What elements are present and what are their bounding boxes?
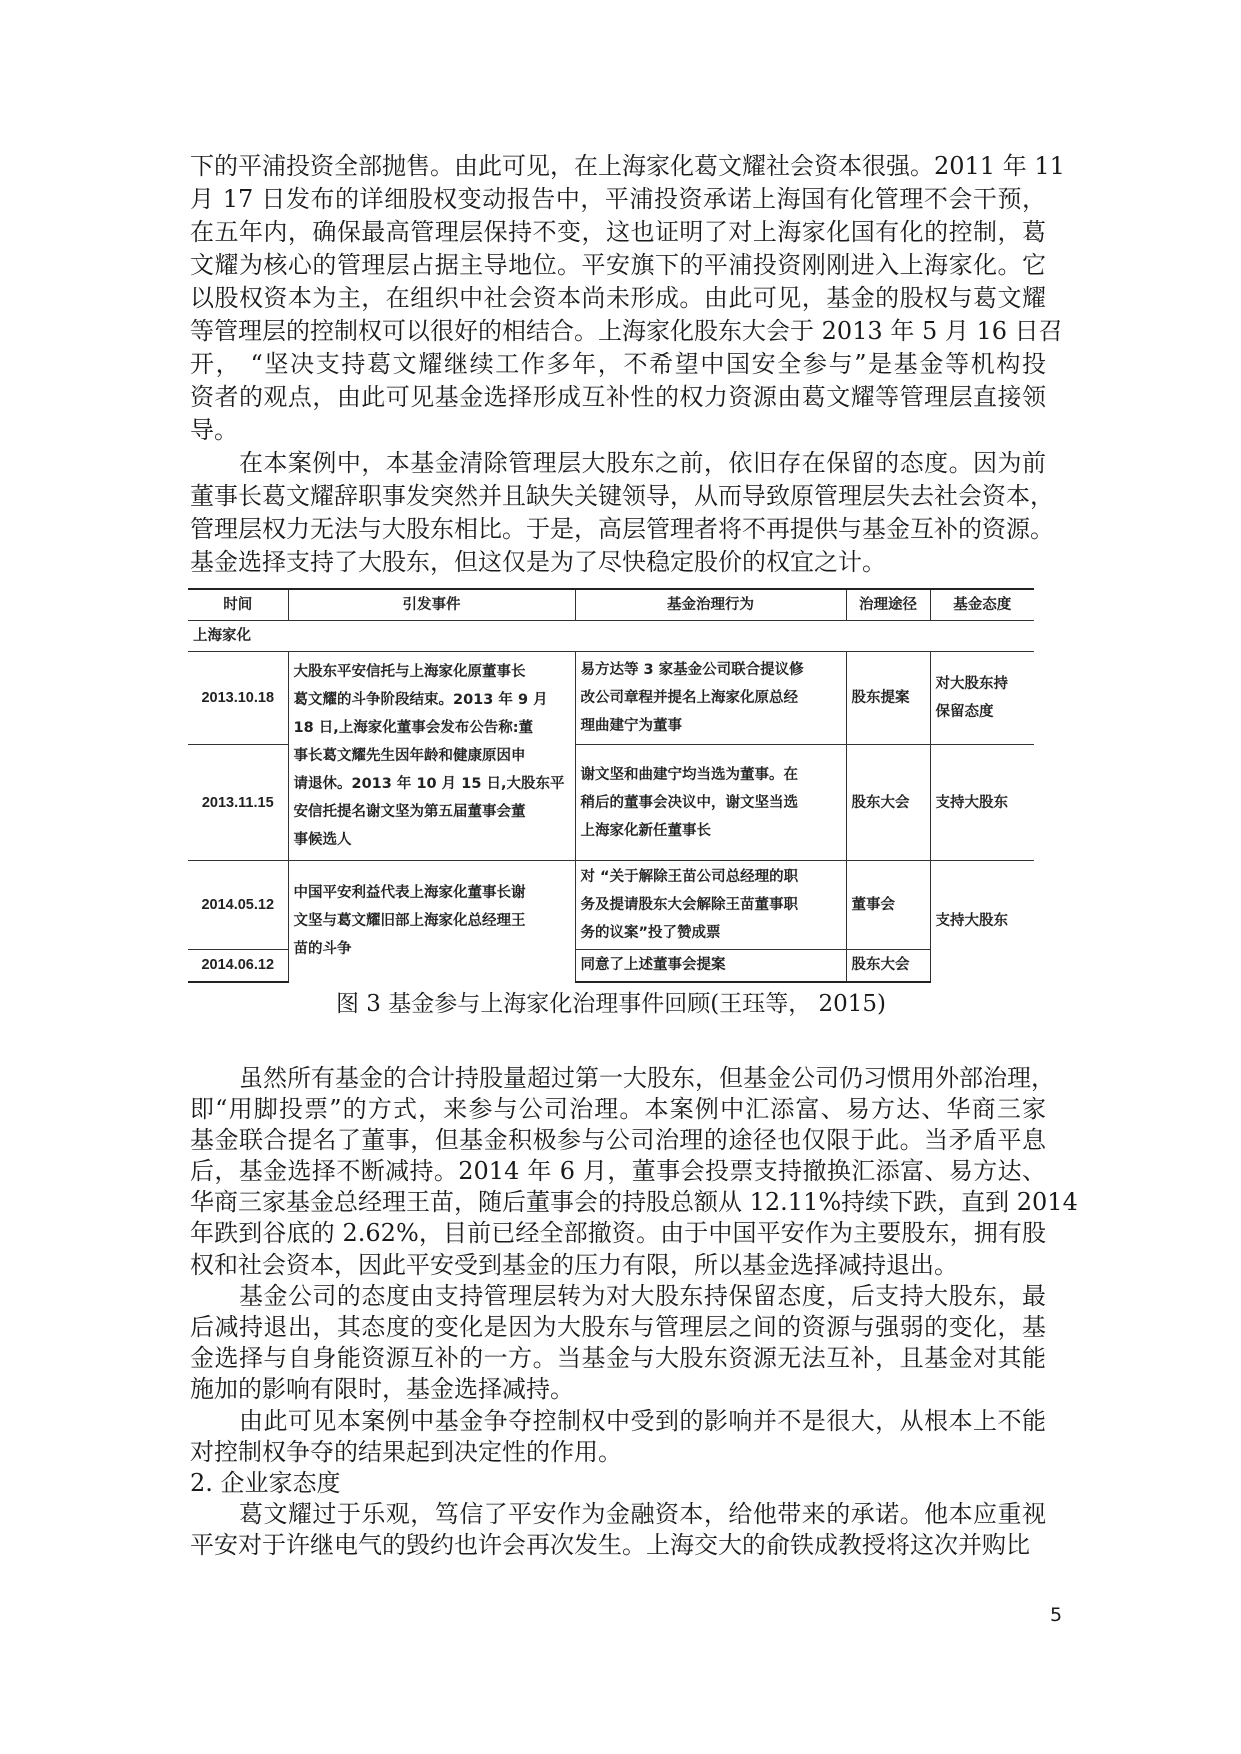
cell-line: 谢文坚和曲建宁均当选为董事。在 (580, 766, 798, 783)
text-line: 权和社会资本，因此平安受到基金的压力有限，所以基金选择减持退出。 (190, 1250, 958, 1279)
cell-line: 安信托提名谢文坚为第五届董事会董 (293, 804, 526, 820)
text-line: 平安对于许继电气的毁约也许会再次发生。上海交大的俞铁成教授将这次并购比 (190, 1531, 1030, 1560)
text-line: 下的平浦投资全部抛售。由此可见，在上海家化葛文耀社会资本很强。2011 年 11 (190, 152, 1065, 180)
cell-line: 理曲建宁为董事 (580, 718, 682, 734)
attitude-cell (930, 745, 1034, 861)
text-line: 董事长葛文耀辞职事发突然并且缺失关键领导，从而导致原管理层失去社会资本， (190, 482, 1054, 510)
event-cell (288, 652, 575, 861)
cell-line: 支持大股东 (935, 913, 1008, 930)
cell-line: 务及提请股东大会解除王苗董事职 (580, 897, 798, 913)
text-line: 金选择与自身能资源互补的一方。当基金与大股东资源无法互补，且基金对其能 (190, 1344, 1046, 1373)
text-line: 在本案例中，本基金清除管理层大股东之前，依旧存在保留的态度。因为前 (239, 449, 1046, 477)
text-line: 等管理层的控制权可以很好的相结合。上海家化股东大会于 2013 年 5 月 16 日召 (190, 317, 1063, 345)
text-line: 文耀为核心的管理层占据主导地位。平安旗下的平浦投资刚刚进入上海家化。它 (190, 251, 1046, 279)
text-line: 虽然所有基金的合计持股量超过第一大股东，但基金公司仍习惯用外部治理， (239, 1063, 1055, 1092)
action-cell (575, 652, 846, 745)
paragraph-2 (190, 447, 1054, 579)
header-route: 治理途径 (846, 589, 930, 621)
cell-line: 同意了上述董事会提案 (580, 957, 726, 974)
figure-caption: 图 3 基金参与上海家化治理事件回顾(王珏等， 2015) (335, 990, 887, 1017)
route-cell: 董事会 (846, 861, 930, 950)
route-cell: 股东大会 (846, 950, 930, 982)
header-attitude: 基金态度 (930, 589, 1034, 621)
text-line: 后减持退出，其态度的变化是因为大股东与管理层之间的资源与强弱的变化，基 (190, 1313, 1046, 1341)
attitude-cell (930, 652, 1034, 745)
date-cell: 2013.11.15 (188, 745, 288, 861)
text-line: 即“用脚投票”的方式，来参与公司治理。本案例中汇添富、易方达、华商三家 (190, 1094, 1046, 1123)
text-line: 以股权资本为主，在组织中社会资本尚未形成。由此可见，基金的股权与葛文耀 (190, 284, 1046, 312)
cell-line: 葛文耀的斗争阶段结束。2013 年 9 月 (293, 692, 548, 708)
paragraph-6 (190, 1499, 1046, 1561)
paragraph-4 (190, 1281, 1046, 1406)
lower-content (0, 588, 1241, 1562)
text-line: 后，基金选择不断减持。2014 年 6 月，董事会投票支持撤换汇添富、易方达、 (190, 1157, 1046, 1186)
paragraph-5 (190, 1406, 1046, 1468)
text-line: 葛文耀过于乐观，笃信了平安作为金融资本，给他带来的承诺。他本应重视 (239, 1500, 1046, 1529)
page-number: 5 (1050, 1604, 1063, 1626)
cell-line: 稍后的董事会决议中，谢文坚当选 (580, 794, 798, 811)
action-cell (575, 745, 846, 861)
cell-line: 事长葛文耀先生因年龄和健康原因申 (293, 748, 526, 764)
text-line: 月 17 日发布的详细股权变动报告中，平浦投资承诺上海国有化管理不会干预， (190, 185, 1046, 213)
cell-line: 支持大股东 (935, 794, 1008, 811)
cell-line: 保留态度 (935, 704, 994, 720)
date-cell: 2014.06.12 (188, 950, 288, 982)
text-line: 基金联合提名了董事，但基金积极参与公司治理的途径也仅限于此。当矛盾平息 (190, 1125, 1046, 1154)
event-cell (288, 861, 575, 982)
text-line: 导。 (190, 416, 238, 444)
text-line: 对控制权争夺的结果起到决定性的作用。 (190, 1437, 622, 1466)
group-label: 上海家化 (188, 621, 1034, 652)
cell-line: 对大股东持 (935, 676, 1008, 692)
table-row (188, 652, 1034, 745)
date-cell: 2013.10.18 (188, 652, 288, 745)
table-row (188, 861, 1034, 950)
text-line: 年跌到谷底的 2.62%，目前已经全部撤资。由于中国平安作为主要股东，拥有股 (190, 1219, 1046, 1248)
text-line: 华商三家基金总经理王苗，随后董事会的持股总额从 12.11%持续下跌，直到 2014 (190, 1188, 1078, 1217)
cell-line: 苗的斗争 (293, 941, 352, 958)
cell-line: 上海家化新任董事长 (580, 822, 711, 839)
text-line: 基金公司的态度由支持管理层转为对大股东持保留态度，后支持大股东，最 (239, 1281, 1046, 1310)
text-line: 由此可见本案例中基金争夺控制权中受到的影响并不是很大，从根本上不能 (239, 1406, 1046, 1435)
paragraph-1 (190, 150, 1065, 447)
text-line: 基金选择支持了大股东，但这仅是为了尽快稳定股价的权宜之计。 (190, 548, 886, 576)
cell-line: 事候选人 (293, 832, 352, 848)
cell-line: 改公司章程并提名上海家化原总经 (580, 690, 798, 706)
attitude-cell (930, 861, 1034, 982)
cell-line: 易方达等 3 家基金公司联合提议修 (580, 662, 804, 678)
cell-line: 对 “关于解除王苗公司总经理的职 (580, 869, 799, 885)
text-line: 管理层权力无法与大股东相比。于是，高层管理者将不再提供与基金互补的资源。 (190, 515, 1054, 543)
text-line: 在五年内，确保最高管理层保持不变，这也证明了对上海家化国有化的控制，葛 (190, 218, 1046, 246)
action-cell (575, 950, 846, 982)
cell-line: 18 日,上海家化董事会发布公告称:董 (293, 720, 534, 736)
governance-events-table (188, 588, 1034, 983)
cell-line: 请退休。2013 年 10 月 15 日,大股东平 (293, 776, 565, 792)
route-cell: 股东提案 (846, 652, 930, 745)
cell-line: 大股东平安信托与上海家化原董事长 (293, 664, 526, 680)
action-cell (575, 861, 846, 950)
date-cell: 2014.05.12 (188, 861, 288, 950)
route-cell: 股东大会 (846, 745, 930, 861)
cell-line: 务的议案”投了赞成票 (580, 925, 721, 941)
text-line: 开， “坚决支持葛文耀继续工作多年，不希望中国安全参与”是基金等机构投 (190, 350, 1046, 378)
text-line: 2. 企业家态度 (190, 1468, 341, 1497)
header-time: 时间 (188, 589, 288, 621)
paragraph-3 (190, 1063, 1078, 1281)
cell-line: 中国平安利益代表上海家化董事长谢 (293, 885, 526, 902)
cell-line: 文坚与葛文耀旧部上海家化总经理王 (293, 913, 526, 930)
section-heading (190, 1468, 1046, 1499)
text-line: 施加的影响有限时，基金选择减持。 (190, 1375, 574, 1404)
text-line: 资者的观点，由此可见基金选择形成互补性的权力资源由葛文耀等管理层直接领 (190, 383, 1046, 411)
header-trigger-event: 引发事件 (288, 589, 575, 621)
header-fund-action: 基金治理行为 (575, 589, 846, 621)
